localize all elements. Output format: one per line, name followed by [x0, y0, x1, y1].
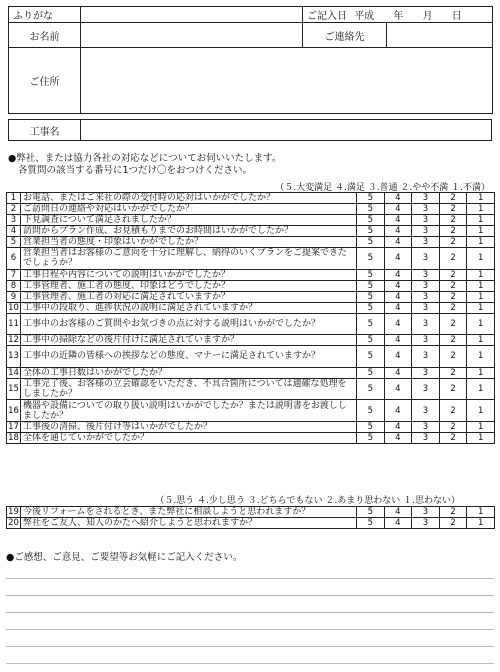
- question-row: [7, 215, 495, 226]
- question-text: 全体の工事日数はいかがでしたか？: [21, 367, 357, 378]
- rating-option[interactable]: 3: [412, 280, 440, 291]
- month-label: 月: [422, 11, 433, 22]
- rating-option[interactable]: 3: [412, 400, 440, 422]
- rating-option[interactable]: 4: [384, 226, 412, 237]
- rating-option[interactable]: 2: [439, 313, 467, 335]
- scale-legend-1: （５.大変満足 ４.満足 ３.普通 ２.やや不満 １.不満）: [275, 183, 490, 193]
- question-text: 工事中の掃除などの後片付けに満足されていますか？: [21, 335, 357, 346]
- name-label: お名前: [9, 23, 81, 48]
- rating-option[interactable]: 4: [384, 193, 412, 204]
- construction-field[interactable]: [81, 120, 492, 141]
- rating-option[interactable]: 4: [384, 518, 412, 529]
- rating-option[interactable]: 2: [439, 215, 467, 226]
- question-number: 17: [8, 421, 19, 432]
- question-text: ご訪問日の連絡や対応はいかがでしたか？: [21, 204, 357, 215]
- rating-option[interactable]: 5: [357, 432, 385, 443]
- question-text: 工事中のお客様のご質問やお気づきの点に対する説明はいかがでしたか？: [21, 313, 357, 335]
- rating-option[interactable]: 5: [357, 335, 385, 346]
- rating-option[interactable]: 2: [439, 346, 467, 368]
- question-number: 20: [8, 518, 19, 528]
- question-text: 工事管理者、施工者の態度、印象はどうでしたか？: [21, 280, 357, 291]
- question-number: 6: [7, 248, 21, 270]
- rating-option[interactable]: 2: [439, 237, 467, 248]
- rating-option[interactable]: 1: [467, 432, 495, 443]
- rating-option[interactable]: 4: [384, 313, 412, 335]
- question-row: [7, 421, 495, 432]
- question-row: [7, 313, 495, 335]
- rating-option[interactable]: 1: [467, 248, 495, 270]
- contact-label: ご連絡先: [303, 23, 387, 48]
- rating-option[interactable]: 3: [412, 335, 440, 346]
- rating-option[interactable]: 2: [439, 507, 467, 518]
- question-text: 下見調査について満足されましたか？: [21, 215, 357, 226]
- rating-option[interactable]: 5: [357, 378, 385, 400]
- rating-option[interactable]: 3: [412, 302, 440, 313]
- rating-option[interactable]: 3: [412, 291, 440, 302]
- intro-line-2: 各質問の該当する番号に1つだけ〇をおつけください。: [18, 165, 252, 176]
- date-field[interactable]: [303, 7, 493, 23]
- survey-table-intention: [6, 506, 495, 529]
- rating-option[interactable]: 4: [384, 507, 412, 518]
- furigana-label: ふりがな: [9, 7, 81, 23]
- question-row: [7, 518, 495, 529]
- rating-option[interactable]: 1: [467, 226, 495, 237]
- comment-line: [6, 646, 494, 647]
- comment-line: [6, 663, 494, 664]
- question-number: 14: [8, 367, 19, 378]
- rating-option[interactable]: 4: [384, 280, 412, 291]
- rating-option[interactable]: 3: [412, 269, 440, 280]
- rating-option[interactable]: 3: [412, 432, 440, 443]
- comment-line: [6, 595, 494, 596]
- rating-option[interactable]: 4: [384, 432, 412, 443]
- rating-option[interactable]: 3: [412, 378, 440, 400]
- rating-option[interactable]: 5: [357, 248, 385, 270]
- rating-option[interactable]: 1: [467, 378, 495, 400]
- question-number: 16: [7, 400, 21, 422]
- rating-option[interactable]: 3: [412, 204, 440, 215]
- question-row: [7, 248, 495, 270]
- rating-option[interactable]: 1: [467, 193, 495, 204]
- question-number: 9: [7, 291, 21, 302]
- rating-option[interactable]: 5: [357, 507, 385, 518]
- rating-option[interactable]: 1: [467, 280, 495, 291]
- question-text: 訪問からプラン作成、お見積もりまでのお時間はいかがでしたか？: [21, 226, 357, 237]
- rating-option[interactable]: 3: [412, 215, 440, 226]
- rating-option[interactable]: 1: [467, 518, 495, 529]
- rating-option[interactable]: 1: [467, 237, 495, 248]
- rating-option[interactable]: 1: [467, 400, 495, 422]
- rating-option[interactable]: 1: [467, 269, 495, 280]
- rating-option[interactable]: 5: [357, 346, 385, 368]
- question-number: 13: [7, 346, 21, 368]
- rating-option[interactable]: 5: [357, 226, 385, 237]
- rating-option[interactable]: 1: [467, 421, 495, 432]
- rating-option[interactable]: 4: [384, 335, 412, 346]
- rating-option[interactable]: 3: [412, 421, 440, 432]
- rating-option[interactable]: 5: [357, 280, 385, 291]
- rating-option[interactable]: 2: [439, 367, 467, 378]
- question-text: 工事日程や内容についての説明はいかがでしたか？: [21, 269, 357, 280]
- comments-title: ●ご感想、ご意見、ご要望等お気軽にご記入ください。: [6, 552, 243, 563]
- rating-option[interactable]: 4: [384, 421, 412, 432]
- rating-option[interactable]: 5: [357, 518, 385, 529]
- address-field[interactable]: [81, 48, 493, 114]
- question-text: 今後リフォームをされるとき、また弊社に相談しようと思われますか？: [21, 507, 357, 518]
- date-label: ご記入日: [307, 11, 347, 22]
- question-row: [7, 204, 495, 215]
- question-row: [7, 280, 495, 291]
- question-number: 18: [8, 432, 19, 443]
- question-row: [7, 302, 495, 313]
- question-number: 5: [7, 237, 21, 248]
- question-text: 全体を通じていかがでしたか？: [21, 432, 357, 443]
- rating-option[interactable]: 4: [384, 204, 412, 215]
- rating-option[interactable]: 1: [467, 367, 495, 378]
- question-text: 工事後の清掃、後片付け等はいかがでしたか？: [21, 421, 357, 432]
- furigana-field[interactable]: [81, 7, 303, 23]
- rating-option[interactable]: 5: [357, 367, 385, 378]
- rating-option[interactable]: 5: [357, 193, 385, 204]
- rating-option[interactable]: 2: [439, 291, 467, 302]
- rating-option[interactable]: 3: [412, 346, 440, 368]
- year-label: 年: [393, 11, 404, 22]
- question-text: お電話、またはご来社の際の受付時の応対はいかがでしたか？: [21, 193, 357, 204]
- rating-option[interactable]: 2: [439, 193, 467, 204]
- rating-option[interactable]: 4: [384, 367, 412, 378]
- rating-option[interactable]: 2: [439, 421, 467, 432]
- rating-option[interactable]: 4: [384, 346, 412, 368]
- question-text: 営業担当者はお客様のご意向を十分に理解し、納得のいくプランをご提案できたでしょうか？: [21, 248, 357, 270]
- rating-option[interactable]: 1: [467, 313, 495, 335]
- scale-legend-2: （５.思う ４.少し思う ３.どちらでもない ２.あまり思わない １.思わない）: [155, 496, 460, 506]
- rating-option[interactable]: 2: [439, 335, 467, 346]
- question-number: 8: [7, 280, 21, 291]
- question-text: 工事中の近隣の皆様への挨拶などの態度、マナーに満足されていますか？: [21, 346, 357, 368]
- question-row: [7, 367, 495, 378]
- question-number: 3: [7, 215, 21, 226]
- name-field[interactable]: [81, 23, 303, 48]
- rating-option[interactable]: 5: [357, 421, 385, 432]
- rating-option[interactable]: 2: [439, 432, 467, 443]
- rating-option[interactable]: 4: [384, 269, 412, 280]
- rating-option[interactable]: 4: [384, 215, 412, 226]
- rating-option[interactable]: 5: [357, 313, 385, 335]
- question-row: [7, 193, 495, 204]
- intro-line-1: ●弊社、または協力各社の対応などについてお伺いいたします。: [8, 153, 282, 164]
- rating-option[interactable]: 2: [439, 269, 467, 280]
- construction-name-row: [8, 119, 492, 141]
- question-row: [7, 400, 495, 422]
- rating-option[interactable]: 5: [357, 215, 385, 226]
- rating-option[interactable]: 1: [467, 346, 495, 368]
- rating-option[interactable]: 2: [439, 378, 467, 400]
- question-number: 7: [7, 269, 21, 280]
- rating-option[interactable]: 3: [412, 507, 440, 518]
- rating-option[interactable]: 4: [384, 248, 412, 270]
- era-label: 平成: [354, 11, 375, 22]
- rating-option[interactable]: 4: [384, 400, 412, 422]
- rating-option[interactable]: 2: [439, 400, 467, 422]
- question-row: [7, 432, 495, 443]
- rating-option[interactable]: 3: [412, 313, 440, 335]
- survey-table-satisfaction: [6, 192, 495, 444]
- rating-option[interactable]: 3: [412, 193, 440, 204]
- rating-option[interactable]: 2: [439, 248, 467, 270]
- question-number: 2: [7, 204, 21, 215]
- question-row: [7, 335, 495, 346]
- question-text: 工事完了後、お客様の立会確認をいただき、不具合箇所については適確な処理をしましたか？: [21, 378, 357, 400]
- address-label: ご住所: [9, 48, 81, 114]
- question-row: [7, 237, 495, 248]
- comment-line: [6, 612, 494, 613]
- rating-option[interactable]: 3: [412, 226, 440, 237]
- rating-option[interactable]: 2: [439, 204, 467, 215]
- rating-option[interactable]: 5: [357, 269, 385, 280]
- rating-option[interactable]: 5: [357, 204, 385, 215]
- question-row: [7, 507, 495, 518]
- question-number: 12: [8, 335, 19, 346]
- rating-option[interactable]: 1: [467, 215, 495, 226]
- question-text: 工事中の段取り、進捗状況の説明に満足されていますか？: [21, 302, 357, 313]
- rating-option[interactable]: 5: [357, 400, 385, 422]
- question-row: [7, 269, 495, 280]
- question-number: 10: [8, 302, 19, 313]
- rating-option[interactable]: 5: [357, 291, 385, 302]
- question-row: [7, 378, 495, 400]
- rating-option[interactable]: 4: [384, 291, 412, 302]
- question-row: [7, 291, 495, 302]
- question-number: 19: [8, 507, 19, 517]
- rating-option[interactable]: 1: [467, 335, 495, 346]
- construction-label: 工事名: [9, 120, 81, 141]
- rating-option[interactable]: 2: [439, 518, 467, 529]
- question-number: 11: [7, 313, 21, 335]
- rating-option[interactable]: 2: [439, 280, 467, 291]
- rating-option[interactable]: 1: [467, 204, 495, 215]
- rating-option[interactable]: 3: [412, 367, 440, 378]
- question-text: 弊社をご友人、知人のかたへ紹介しようと思われますか？: [21, 518, 357, 529]
- rating-option[interactable]: 5: [357, 237, 385, 248]
- question-text: 機器や設備についての取り扱い説明はいかがでしたか？または説明書をお渡ししましたか？: [21, 400, 357, 422]
- rating-option[interactable]: 2: [439, 302, 467, 313]
- question-number: 4: [7, 226, 21, 237]
- question-number: 15: [7, 378, 21, 400]
- rating-option[interactable]: 3: [412, 237, 440, 248]
- question-number: 1: [7, 193, 21, 204]
- question-text: 工事管理者、施工者の対応に満足されていますか？: [21, 291, 357, 302]
- question-text: 営業担当者の態度・印象はいかがでしたか？: [21, 237, 357, 248]
- rating-option[interactable]: 4: [384, 378, 412, 400]
- rating-option[interactable]: 1: [467, 302, 495, 313]
- comment-line: [6, 629, 494, 630]
- rating-option[interactable]: 1: [467, 507, 495, 518]
- comment-line: [6, 578, 494, 579]
- rating-option[interactable]: 3: [412, 248, 440, 270]
- rating-option[interactable]: 2: [439, 226, 467, 237]
- rating-option[interactable]: 4: [384, 237, 412, 248]
- rating-option[interactable]: 5: [357, 302, 385, 313]
- contact-field[interactable]: [387, 23, 493, 48]
- day-label: 日: [451, 11, 462, 22]
- question-row: [7, 346, 495, 368]
- rating-option[interactable]: 4: [384, 302, 412, 313]
- customer-info-form: [8, 6, 493, 114]
- rating-option[interactable]: 3: [412, 518, 440, 529]
- rating-option[interactable]: 1: [467, 291, 495, 302]
- question-row: [7, 226, 495, 237]
